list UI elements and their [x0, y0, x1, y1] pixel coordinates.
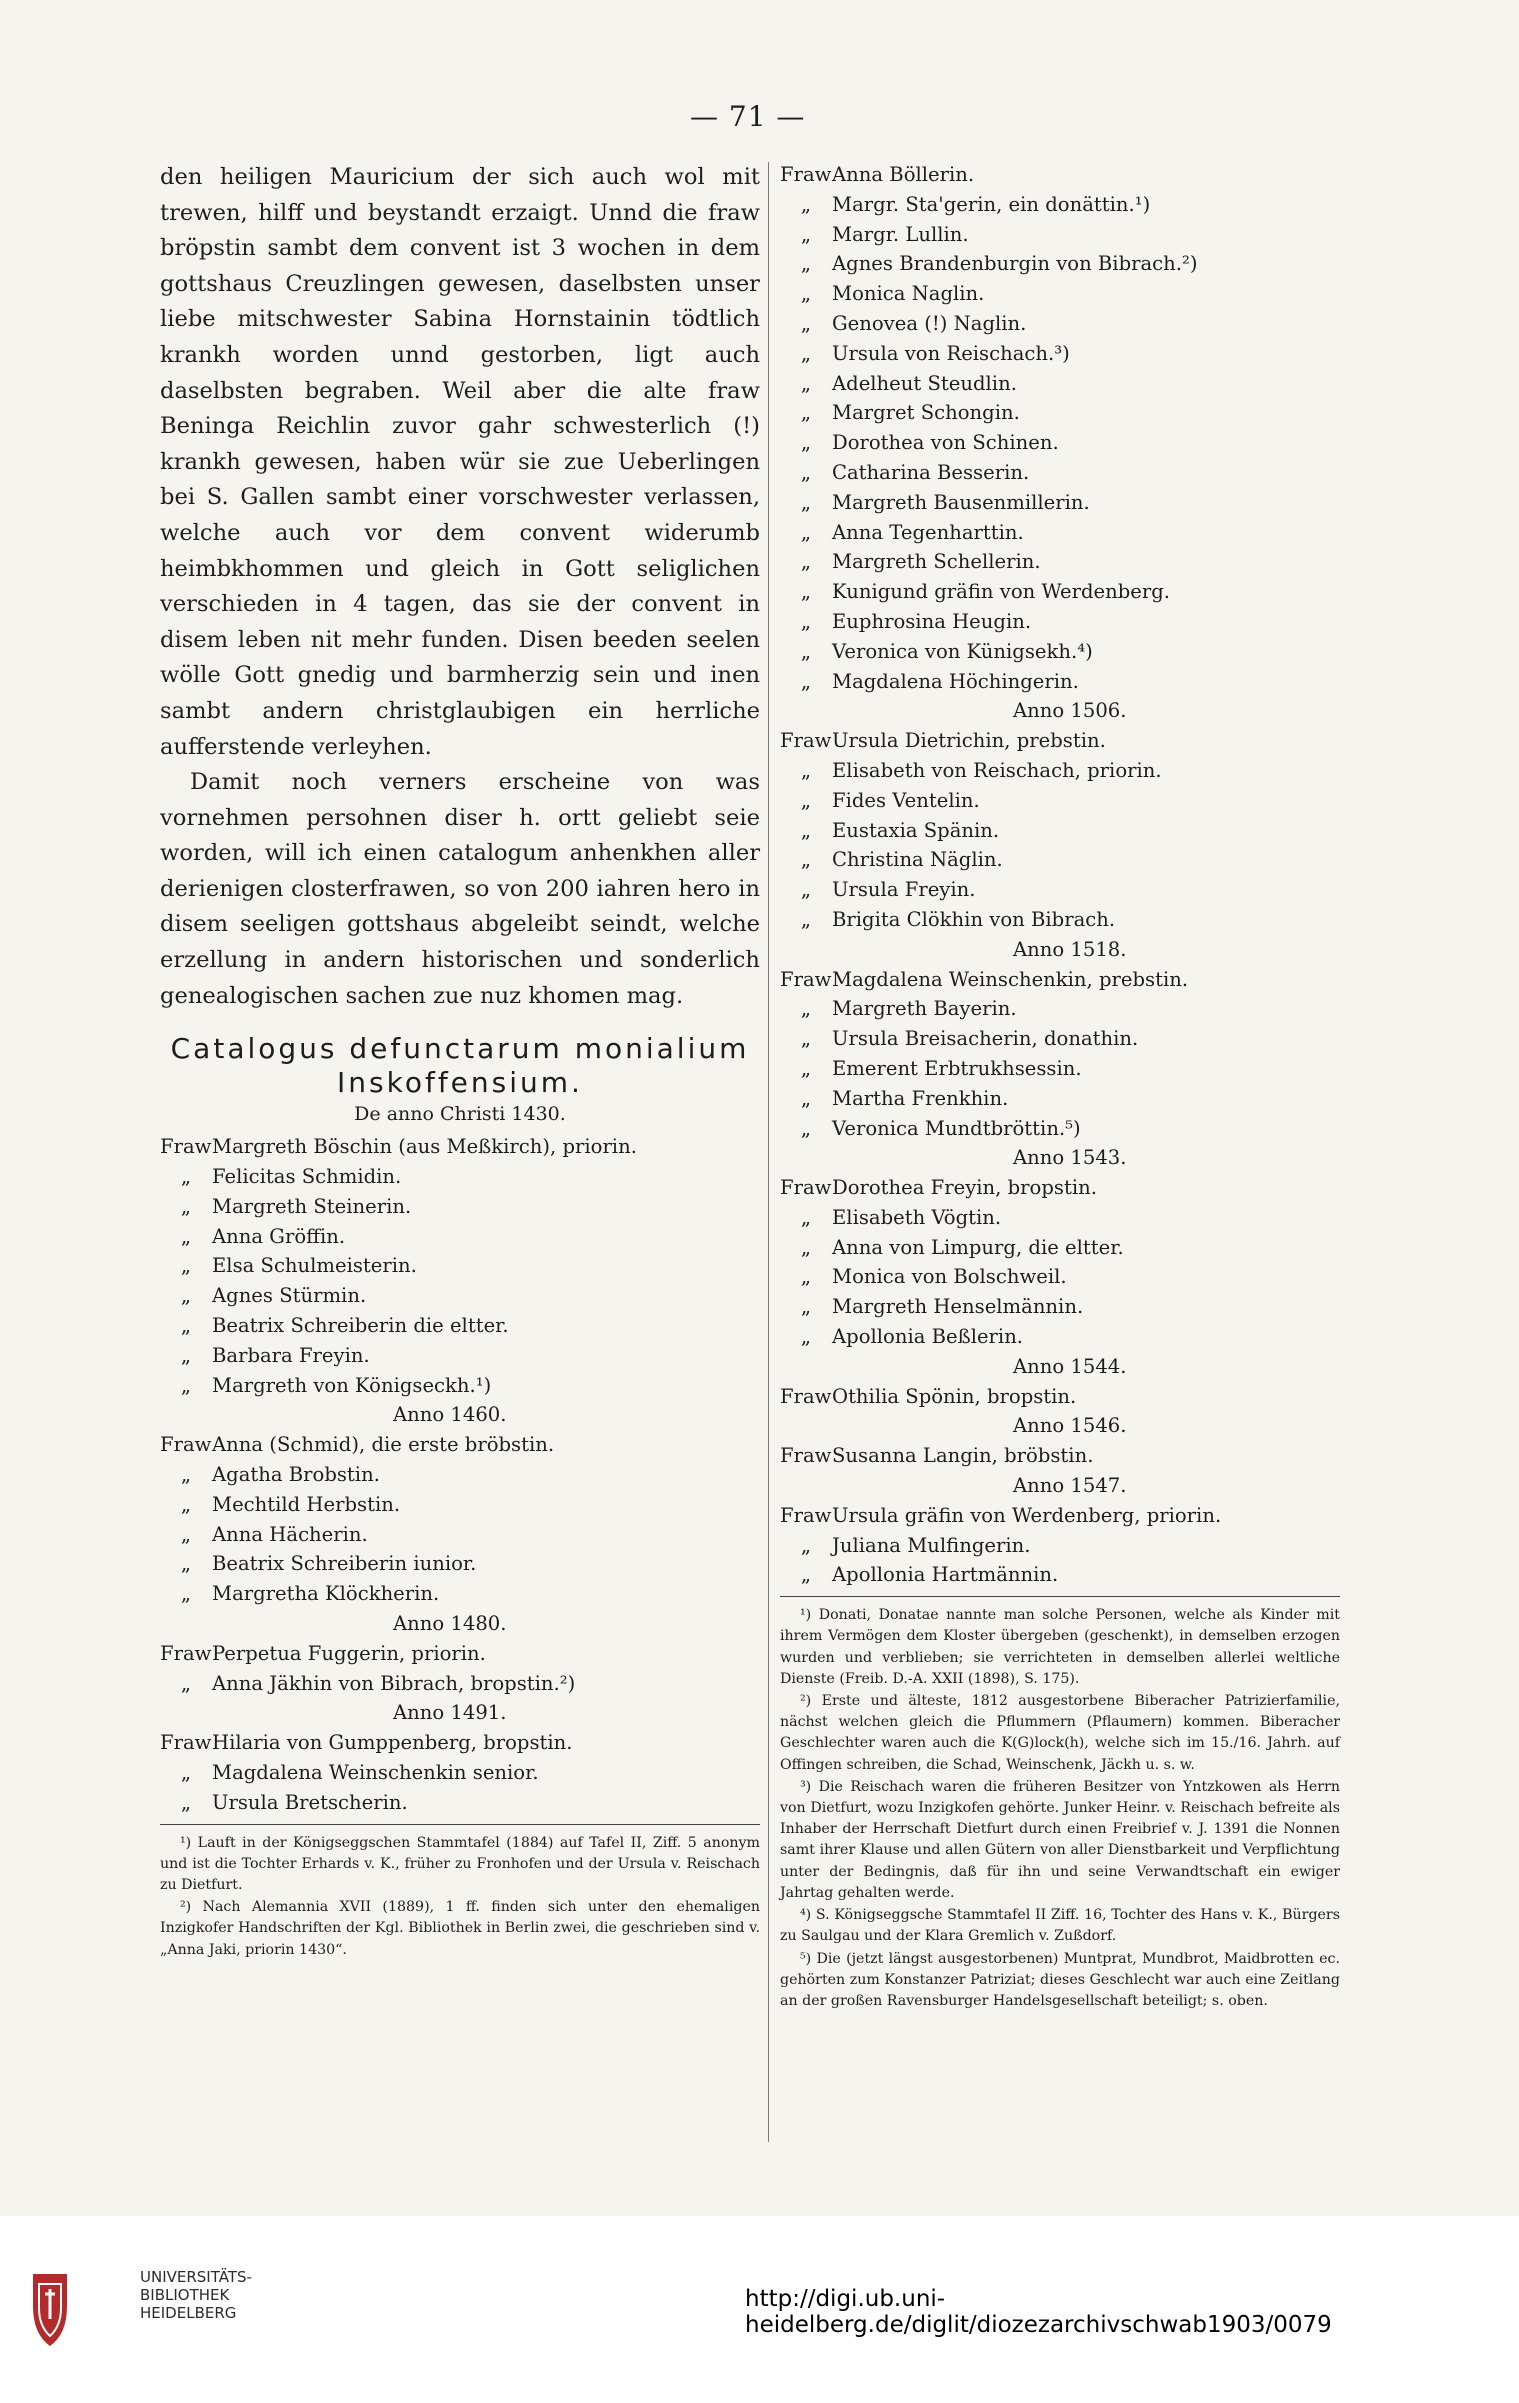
entry-title: „ — [180, 1522, 192, 1546]
body-paragraph: den heiligen Mauricium der sich auch wol mit trewen, hilff und beystandt erzaigt. Unnd die fraw bröpstin sambt dem convent ist 3 wochen in dem gottshaus Creuzlingen gewesen, daselbsten unser liebe mitschwester Sabina Hornstainin tödtlich krankh worden unnd gestorben, ligt auch daselbsten begraben. Weil aber die alte fraw Beninga Reichlin zuvor gahr schwesterlich (!) krankh gewesen, haben wür sie zue Ueberlingen bei S. Gallen sambt einer vorschwester verlassen, welche auch vor dem convent widerumb heimbkhommen und gleich in Gott seliglichen verschieden in 4 tagen, das sie der convent in disem leben nit mehr funden. Disen beeden seelen wölle Gott gnedig und barmherzig sein und inen sambt andern christglaubigen ein herrliche aufferstende verleyhen. — [160, 164, 760, 760]
nun-entry — [160, 1430, 760, 1460]
nun-entry — [780, 1441, 1340, 1471]
nun-entry — [780, 547, 1340, 577]
entry-title: Fraw — [160, 1135, 212, 1159]
nun-entry — [780, 1382, 1340, 1412]
seal-icon — [25, 2264, 145, 2354]
entry-title: „ — [800, 1205, 812, 1229]
entry-name: Mechtild Herbstin. — [212, 1492, 401, 1516]
entry-title: Fraw — [780, 1503, 832, 1527]
entry-name: Elsa Schulmeisterin. — [212, 1254, 417, 1278]
entry-name: Perpetua Fuggerin, priorin. — [212, 1641, 486, 1665]
entry-title: „ — [800, 431, 812, 455]
page-number: — 71 — — [690, 100, 806, 133]
entry-title: „ — [800, 1295, 812, 1319]
entry-name: Ursula Dietrichin, prebstin. — [832, 729, 1106, 753]
entry-name: Christina Näglin. — [832, 848, 1003, 872]
entry-title: „ — [800, 460, 812, 484]
entry-name: Anna Hächerin. — [212, 1522, 368, 1546]
nun-list-left — [160, 1132, 760, 1817]
nun-entry — [160, 1222, 760, 1252]
nun-entry — [780, 577, 1340, 607]
entry-title: „ — [800, 848, 812, 872]
entry-name: Barbara Freyin. — [212, 1343, 370, 1367]
nun-entry — [780, 279, 1340, 309]
entry-title: „ — [800, 580, 812, 604]
body-paragraph: Damit noch verners erscheine von was vornehmen persohnen diser h. ortt geliebt seie worden, will ich einen catalogum anhenkhen aller derienigen closterfrawen, so von 200 iahren hero in disem seeligen gottshaus abgeleibt seindt, welche erzellung in andern historischen und sonderlich genealogischen sachen zue nuz khomen mag. — [160, 769, 760, 1009]
entry-name: Anna Gröffin. — [212, 1224, 346, 1248]
nun-entry — [160, 1132, 760, 1162]
entry-title: „ — [800, 639, 812, 663]
nun-entry — [780, 845, 1340, 875]
entry-title: „ — [180, 1373, 192, 1397]
nun-entry — [780, 607, 1340, 637]
nun-entry — [780, 1024, 1340, 1054]
nun-entry — [780, 1322, 1340, 1352]
entry-title: „ — [180, 1284, 192, 1308]
entry-name: Agatha Brobstin. — [212, 1463, 380, 1487]
entry-title: Fraw — [160, 1731, 212, 1755]
entry-name: Eustaxia Spänin. — [832, 818, 1000, 842]
entry-name: Anna Böllerin. — [832, 163, 975, 186]
entry-name: Fides Ventelin. — [832, 788, 980, 812]
entry-title: „ — [180, 1165, 192, 1189]
entry-title: „ — [800, 818, 812, 842]
entry-title: Fraw — [160, 1641, 212, 1665]
nun-entry — [780, 488, 1340, 518]
year-marker: Anno 1506. — [1013, 699, 1127, 723]
nun-entry — [780, 220, 1340, 250]
nun-entry — [160, 1281, 760, 1311]
nun-entry — [780, 1292, 1340, 1322]
entry-name: Margreth Henselmännin. — [832, 1295, 1084, 1319]
entry-title: „ — [800, 1056, 812, 1080]
entry-title: „ — [800, 1116, 812, 1140]
nun-entry — [160, 1788, 760, 1818]
nun-entry — [780, 398, 1340, 428]
entry-name: Elisabeth Vögtin. — [832, 1205, 1002, 1229]
entry-name: Martha Frenkhin. — [832, 1086, 1009, 1110]
nun-entry — [780, 160, 1340, 190]
nun-entry — [780, 369, 1340, 399]
nun-entry — [780, 726, 1340, 756]
footnote: ⁵) Die (jetzt längst ausgestorbenen) Muntprat, Mundbrot, Maidbrotten ec. gehörten zum Konstanzer Patriziat; dieses Geschlecht war auch eine Zeitlang an der großen Ravensburger Handelsgesellschaft beteiligt; s. oben. — [780, 1950, 1340, 2009]
entry-name: Beatrix Schreiberin die eltter. — [212, 1314, 509, 1338]
entry-title: Fraw — [780, 729, 832, 753]
nun-entry — [780, 965, 1340, 995]
entry-name: Margreth Bayerin. — [832, 997, 1017, 1021]
entry-name: Ursula Breisacherin, donathin. — [832, 1027, 1139, 1051]
entry-name: Juliana Mulfingerin. — [832, 1533, 1031, 1557]
nun-entry — [780, 1531, 1340, 1561]
entry-title: Fraw — [780, 1384, 832, 1408]
nun-entry — [780, 518, 1340, 548]
nun-entry — [780, 1262, 1340, 1292]
entry-name: Ursula Bretscherin. — [212, 1790, 408, 1814]
entry-title: „ — [800, 311, 812, 335]
entry-title: „ — [800, 550, 812, 574]
entry-title: „ — [800, 222, 812, 246]
nun-entry — [160, 1311, 760, 1341]
nun-entry — [160, 1490, 760, 1520]
nun-entry — [780, 637, 1340, 667]
nun-entry — [160, 1669, 760, 1699]
entry-title: „ — [800, 1533, 812, 1557]
nun-entry — [160, 1520, 760, 1550]
entry-title: „ — [800, 1235, 812, 1259]
entry-title: „ — [800, 609, 812, 633]
year-marker: Anno 1544. — [1013, 1354, 1127, 1378]
entry-name: Agnes Stürmin. — [212, 1284, 367, 1308]
entry-name: Agnes Brandenburgin von Bibrach.²) — [832, 252, 1198, 276]
nun-entry — [160, 1162, 760, 1192]
nun-entry — [780, 1173, 1340, 1203]
entry-name: Anna von Limpurg, die eltter. — [832, 1235, 1124, 1259]
entry-title: Fraw — [780, 967, 832, 991]
entry-name: Brigita Clökhin von Bibrach. — [832, 907, 1116, 931]
nun-entry — [160, 1579, 760, 1609]
entry-name: Anna Tegenharttin. — [832, 520, 1024, 544]
nun-entry — [780, 190, 1340, 220]
nun-entry — [160, 1371, 760, 1401]
nun-entry — [780, 1501, 1340, 1531]
entry-title: „ — [800, 192, 812, 216]
footnote: ⁴) S. Königseggsche Stammtafel II Ziff. 16, Tochter des Hans v. K., Bürgers zu Saulgau und der Klara Gremlich v. Zußdorf. — [780, 1907, 1340, 1945]
entry-title: „ — [180, 1224, 192, 1248]
nun-entry — [160, 1639, 760, 1669]
entry-name: Magdalena Weinschenkin, prebstin. — [832, 967, 1189, 991]
entry-title: Fraw — [160, 1433, 212, 1457]
entry-title: „ — [180, 1463, 192, 1487]
nun-entry — [780, 1054, 1340, 1084]
entry-name: Margret Schongin. — [832, 401, 1020, 425]
entry-name: Monica von Bolschweil. — [832, 1265, 1067, 1289]
nun-entry — [780, 786, 1340, 816]
entry-name: Genovea (!) Naglin. — [832, 311, 1027, 335]
entry-name: Anna Jäkhin von Bibrach, bropstin.²) — [212, 1671, 576, 1695]
entry-title: „ — [180, 1552, 192, 1576]
entry-name: Othilia Spönin, bropstin. — [832, 1384, 1077, 1408]
nun-entry — [780, 339, 1340, 369]
year-marker: Anno 1518. — [1013, 937, 1127, 961]
entry-name: Ursula Freyin. — [832, 878, 976, 902]
entry-name: Margreth Bausenmillerin. — [832, 490, 1090, 514]
library-footer — [0, 2216, 1519, 2403]
entry-title: „ — [800, 788, 812, 812]
entry-name: Adelheut Steudlin. — [832, 371, 1017, 395]
entry-name: Veronica von Künigsekh.⁴) — [832, 639, 1093, 663]
entry-name: Ursula von Reischach.³) — [832, 341, 1070, 365]
entry-title: Fraw — [780, 1176, 832, 1200]
nun-entry — [160, 1251, 760, 1281]
nun-entry — [780, 816, 1340, 846]
entry-title: „ — [180, 1314, 192, 1338]
footnote: ¹) Donati, Donatae nannte man solche Personen, welche als Kinder mit ihrem Vermögen dem Kloster übergeben (geschenkt), in demselben erzogen wurden und verblieben; sie verrichteten in demselben allerlei weltliche Dienste (Freib. D.-A. XXII (1898), S. 175). — [780, 1607, 1340, 1687]
entry-name: Margreth von Königseckh.¹) — [212, 1373, 492, 1397]
entry-title: „ — [800, 520, 812, 544]
entry-title: „ — [180, 1671, 192, 1695]
entry-title: „ — [180, 1790, 192, 1814]
footnote: ²) Erste und älteste, 1812 ausgestorbene Biberacher Patrizierfamilie, nächst welchen gleich die Pflummern (Pflaumern) kommen. Biberacher Geschlechter waren auch die K(G)lock(h), welche sich im 15./16. Jahrh. auf Offingen schreiben, die Schad, Weinschenk, Jäckh u. s. w. — [780, 1693, 1340, 1773]
entry-name: Euphrosina Heugin. — [832, 609, 1032, 633]
entry-name: Apollonia Hartmännin. — [832, 1563, 1059, 1587]
year-marker: Anno 1547. — [1013, 1474, 1127, 1498]
entry-name: Elisabeth von Reischach, priorin. — [832, 758, 1162, 782]
entry-name: Margreth Schellerin. — [832, 550, 1041, 574]
year-marker: Anno 1491. — [393, 1701, 507, 1725]
right-column — [780, 160, 1340, 2013]
entry-title: „ — [800, 878, 812, 902]
nun-entry — [160, 1341, 760, 1371]
entry-title: „ — [800, 1265, 812, 1289]
entry-title: „ — [180, 1760, 192, 1784]
entry-name: Apollonia Beßlerin. — [832, 1325, 1024, 1349]
catalog-subheading: De anno Christi 1430. — [354, 1103, 566, 1126]
nun-entry — [780, 1560, 1340, 1590]
entry-name: Margr. Sta'gerin, ein donättin.¹) — [832, 192, 1151, 216]
entry-name: Beatrix Schreiberin iunior. — [212, 1552, 477, 1576]
entry-title: „ — [180, 1582, 192, 1606]
footnote: ²) Nach Alemannia XVII (1889), 1 ff. finden sich unter den ehemaligen Inzigkofer Handschriften der Kgl. Bibliothek in Berlin zwei, die geschrieben sind v. „Anna Jaki, priorin 1430“. — [160, 1899, 760, 1958]
entry-title: „ — [180, 1343, 192, 1367]
entry-title: „ — [800, 758, 812, 782]
entry-title: „ — [800, 1027, 812, 1051]
column-divider — [768, 162, 769, 2142]
year-marker: Anno 1460. — [393, 1403, 507, 1427]
year-marker: Anno 1546. — [1013, 1414, 1127, 1438]
year-marker: Anno 1543. — [1013, 1146, 1127, 1170]
library-name — [140, 2268, 252, 2322]
nun-entry — [780, 1084, 1340, 1114]
entry-name: Emerent Erbtrukhsessin. — [832, 1056, 1082, 1080]
entry-title: „ — [800, 401, 812, 425]
nun-entry — [780, 249, 1340, 279]
entry-name: Margr. Lullin. — [832, 222, 969, 246]
nun-entry — [160, 1758, 760, 1788]
entry-title: „ — [800, 1325, 812, 1349]
entry-name: Hilaria von Gumppenberg, bropstin. — [212, 1731, 573, 1755]
entry-title: „ — [800, 669, 812, 693]
footnote: ¹) Lauft in der Königseggschen Stammtafel (1884) auf Tafel II, Ziff. 5 anonym und ist die Tochter Erhards v. K., früher zu Fronhofen und der Ursula v. Reischach zu Dietfurt. — [160, 1834, 760, 1893]
entry-name: Ursula gräfin von Werdenberg, priorin. — [832, 1503, 1222, 1527]
entry-title: „ — [800, 282, 812, 306]
entry-name: Catharina Besserin. — [832, 460, 1030, 484]
nun-entry — [160, 1192, 760, 1222]
entry-name: Anna (Schmid), die erste bröbstin. — [212, 1433, 555, 1457]
nun-entry — [780, 1233, 1340, 1263]
nun-entry — [780, 756, 1340, 786]
entry-name: Veronica Mundtbröttin.⁵) — [832, 1116, 1081, 1140]
footnotes-left — [160, 1824, 760, 1961]
left-column — [160, 160, 760, 1962]
entry-title: „ — [800, 997, 812, 1021]
year-marker: Anno 1480. — [393, 1612, 507, 1635]
entry-title: „ — [800, 371, 812, 395]
entry-name: Susanna Langin, bröbstin. — [832, 1444, 1094, 1468]
entry-title: Fraw — [780, 163, 832, 186]
entry-title: „ — [180, 1194, 192, 1218]
entry-name: Felicitas Schmidin. — [212, 1165, 402, 1189]
entry-name: Magdalena Weinschenkin senior. — [212, 1760, 539, 1784]
nun-entry — [780, 458, 1340, 488]
library-line: UNIVERSITÄTS- — [140, 2268, 252, 2286]
nun-list-right — [780, 160, 1340, 1590]
entry-name: Margreth Böschin (aus Meßkirch), priorin. — [212, 1135, 637, 1159]
entry-title: „ — [800, 252, 812, 276]
nun-entry — [780, 428, 1340, 458]
entry-title: „ — [800, 1563, 812, 1587]
entry-name: Margreth Steinerin. — [212, 1194, 412, 1218]
nun-entry — [160, 1549, 760, 1579]
nun-entry — [160, 1728, 760, 1758]
entry-title: „ — [800, 341, 812, 365]
entry-title: „ — [800, 907, 812, 931]
nun-entry — [780, 875, 1340, 905]
entry-name: Kunigund gräfin von Werdenberg. — [832, 580, 1171, 604]
entry-title: Fraw — [780, 1444, 832, 1468]
entry-name: Magdalena Höchingerin. — [832, 669, 1079, 693]
library-line: HEIDELBERG — [140, 2304, 237, 2322]
entry-title: „ — [800, 1086, 812, 1110]
nun-entry — [780, 1114, 1340, 1144]
entry-name: Dorothea Freyin, bropstin. — [832, 1176, 1097, 1200]
nun-entry — [780, 1203, 1340, 1233]
nun-entry — [780, 309, 1340, 339]
entry-title: „ — [800, 490, 812, 514]
footnotes-right — [780, 1596, 1340, 2012]
nun-entry — [780, 905, 1340, 935]
catalog-heading: Catalogus defunctarum monialium Inskoffensium. — [170, 1032, 750, 1100]
entry-name: Monica Naglin. — [832, 282, 985, 306]
entry-title: „ — [180, 1254, 192, 1278]
entry-name: Dorothea von Schinen. — [832, 431, 1059, 455]
library-line: BIBLIOTHEK — [140, 2286, 230, 2304]
nun-entry — [780, 667, 1340, 697]
source-url-link[interactable]: http://digi.ub.uni-heidelberg.de/diglit/diozezarchivschwab1903/0079 — [745, 2286, 1332, 2338]
entry-title: „ — [180, 1492, 192, 1516]
footnote: ³) Die Reischach waren die früheren Besitzer von Yntzkowen als Herrn von Dietfurt, wozu Inzigkofen gehörte. Junker Heinr. v. Reischach befreite als Inhaber der Herrschaft Dietfurt durch einen Freibrief v. J. 1391 die Nonnen samt ihrer Klause und allen Gütern von aller Dienstbarkeit und Verpflichtung unter der Bedingnis, daß für ihn und seine Verwandtschaft ein ewiger Jahrtag gehalten werde. — [780, 1778, 1340, 1901]
nun-entry — [160, 1460, 760, 1490]
entry-name: Margretha Klöckherin. — [212, 1582, 440, 1606]
nun-entry — [780, 994, 1340, 1024]
